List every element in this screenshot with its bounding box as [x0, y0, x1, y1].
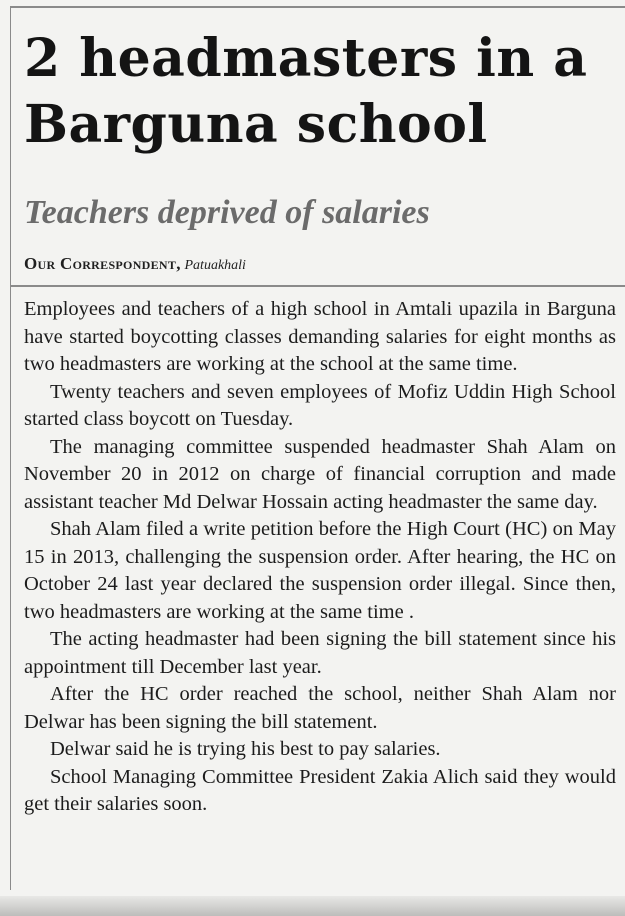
- paragraph: The acting headmaster had been signing the bill statement since his appointment till December last year.: [24, 628, 616, 678]
- subheadline: Teachers deprived of salaries: [24, 194, 430, 231]
- paragraph: After the HC order reached the school, neither Shah Alam nor Delwar has been signing the bill statement.: [24, 683, 616, 733]
- paragraph: Delwar said he is trying his best to pay salaries.: [50, 738, 441, 760]
- page-edge-shadow: [0, 896, 625, 916]
- separator-rule: [10, 285, 625, 287]
- paragraph: Employees and teachers of a high school in Amtali upazila in Barguna have started boycotting classes demanding salaries for eight months as two headmasters are working at the school at the same time.: [24, 298, 616, 375]
- headline: 2 headmasters in a Barguna school: [24, 28, 588, 155]
- top-rule: [10, 6, 625, 8]
- byline-place: Patuakhali: [184, 258, 246, 273]
- article-body: [24, 296, 616, 819]
- byline: [24, 254, 620, 276]
- column-rule: [10, 6, 11, 890]
- paragraph: Twenty teachers and seven employees of Mofiz Uddin High School started class boycott on Tuesday.: [24, 380, 616, 430]
- byline-name: Our Correspondent,: [24, 254, 181, 273]
- paragraph: Shah Alam filed a write petition before the High Court (HC) on May 15 in 2013, challenging the suspension order. After hearing, the HC on October 24 last year declared the suspension order illegal. Since then, two headmasters are working at the same time .: [24, 518, 616, 623]
- paragraph: The managing committee suspended headmaster Shah Alam on November 20 in 2012 on charge of financial corruption and made assistant teacher Md Delwar Hossain acting headmaster the same day.: [24, 435, 616, 513]
- paragraph: School Managing Committee President Zakia Alich said they would get their salaries soon.: [24, 765, 616, 815]
